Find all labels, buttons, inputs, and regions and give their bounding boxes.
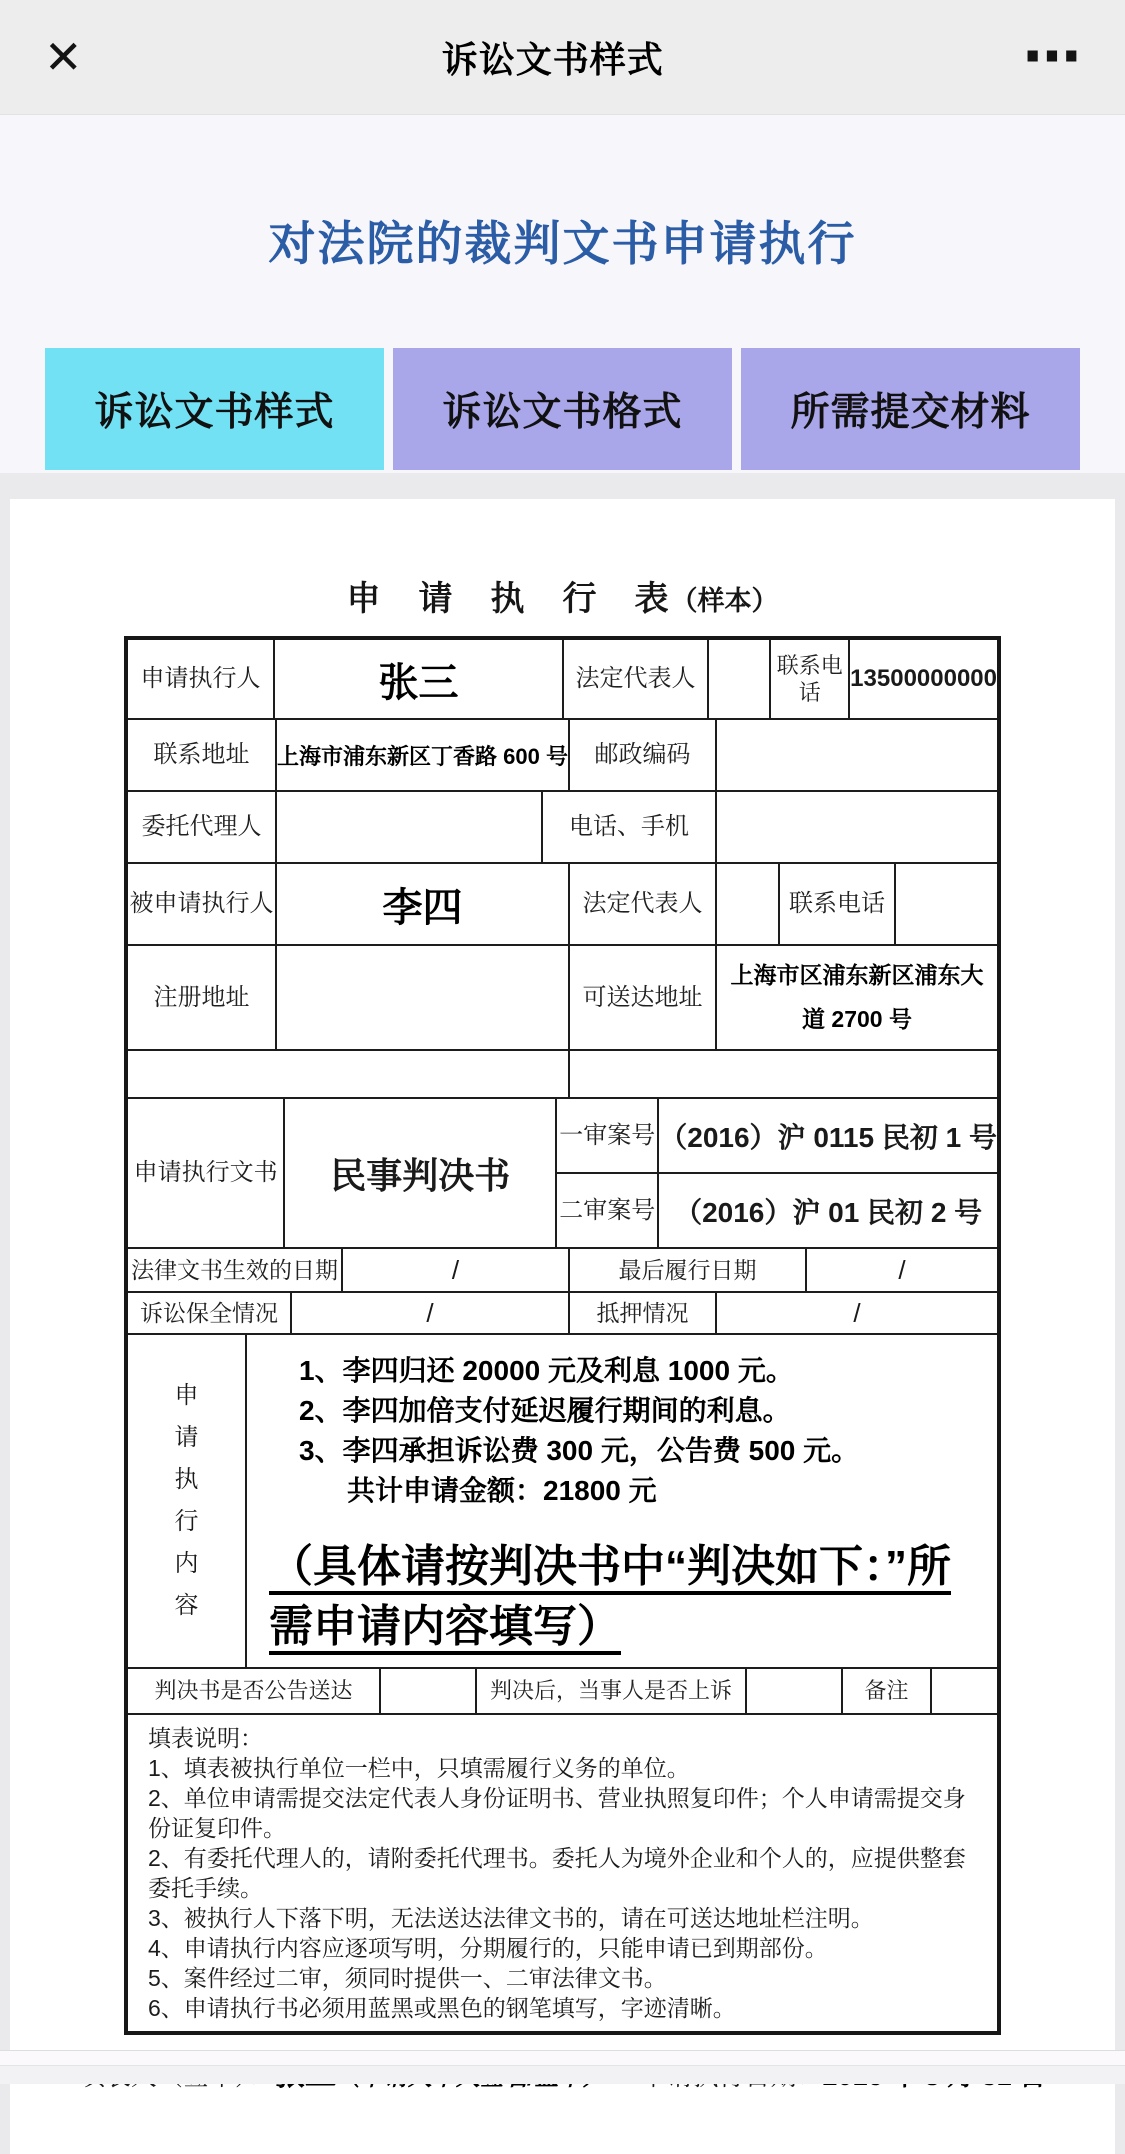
form-title-main: 申 请 执 行 表	[346, 580, 671, 618]
row-registered-address	[128, 944, 997, 1049]
row-execution-content	[128, 1333, 997, 1667]
note-item: 6、申请执行书必须用蓝黑或黑色的钢笔填写，字迹清晰。	[148, 1995, 736, 2021]
mortgage-value: /	[715, 1293, 997, 1333]
legal-rep-value	[707, 640, 769, 718]
tab-document-sample[interactable]: 诉讼文书样式	[45, 348, 384, 470]
execution-document-value: 民事判决书	[283, 1099, 555, 1247]
phone-mobile-value	[715, 792, 997, 862]
header-zone	[0, 115, 1125, 473]
phone-mobile-label: 电话、手机	[541, 792, 715, 862]
remarks-label: 备注	[841, 1669, 930, 1713]
row-notes	[128, 1713, 997, 2031]
appeal-value	[745, 1669, 841, 1713]
first-instance-row	[557, 1099, 997, 1172]
contact-address-value: 上海市浦东新区丁香路 600 号	[275, 720, 568, 790]
execution-content-label	[128, 1335, 245, 1667]
note-item: 2、有委托代理人的，请附委托代理书。委托人为境外企业和个人的，应提供整套委托手续。	[148, 1845, 966, 1901]
first-instance-label: 一审案号	[559, 1121, 656, 1149]
service-address-value: 上海市区浦东新区浦东大道 2700 号	[715, 946, 997, 1049]
respondent-value: 李四	[275, 864, 568, 944]
note-item: 4、申请执行内容应逐项写明，分期履行的，只能申请已到期部份。	[148, 1935, 828, 1961]
respondent-legal-rep-label: 法定代表人	[568, 864, 715, 944]
respondent-phone-value	[894, 864, 997, 944]
second-instance-row	[557, 1172, 997, 1247]
content-item: 1、李四归还 20000 元及利息 1000 元。	[299, 1355, 794, 1386]
row-contact-address	[128, 718, 997, 790]
row-delivery-appeal	[128, 1667, 997, 1713]
effective-date-label: 法律文书生效的日期	[131, 1256, 338, 1283]
last-performance-date-label: 最后履行日期	[568, 1249, 805, 1291]
registered-address-label: 注册地址	[153, 983, 250, 1011]
empty-cell	[568, 1051, 997, 1097]
row-effective-date	[128, 1247, 997, 1291]
respondent-phone-label: 联系电话	[778, 864, 894, 944]
row-agent	[128, 790, 997, 862]
tab-document-format[interactable]: 诉讼文书格式	[393, 348, 732, 470]
close-icon[interactable]: ✕	[44, 31, 83, 83]
empty-cell	[128, 1051, 568, 1097]
note-item: 1、填表被执行单位一栏中，只填需履行义务的单位。	[148, 1755, 690, 1781]
second-instance-label: 二审案号	[559, 1196, 656, 1224]
tab-required-materials[interactable]: 所需提交材料	[741, 348, 1080, 470]
bottom-light-strip	[0, 2050, 1125, 2066]
first-instance-value: （2016）沪 0115 民初 1 号	[657, 1099, 997, 1172]
service-address-label: 可送达地址	[568, 946, 715, 1049]
row-empty	[128, 1049, 997, 1097]
registered-address-value	[275, 946, 568, 1049]
note-item: 5、案件经过二审，须同时提供一、二审法律文书。	[148, 1965, 667, 1991]
bottom-footer-strip	[0, 2066, 1125, 2084]
appeal-label: 判决后，当事人是否上诉	[475, 1669, 745, 1713]
agent-label: 委托代理人	[141, 813, 262, 840]
public-delivery-value	[379, 1669, 475, 1713]
execution-content-label-text: 申请执行内容	[174, 1382, 199, 1619]
document-area	[0, 499, 1125, 2084]
row-applicant	[128, 640, 997, 718]
case-number-stack	[555, 1099, 997, 1247]
preservation-label: 诉讼保全情况	[140, 1299, 278, 1326]
execution-content-value	[245, 1335, 997, 1667]
effective-date-value: /	[341, 1249, 568, 1291]
postal-code-label: 邮政编码	[568, 720, 715, 790]
remarks-value	[930, 1669, 997, 1713]
postal-code-value	[715, 720, 997, 790]
note-item: 2、单位申请需提交法定代表人身份证明书、营业执照复印件；个人申请需提交身份证复印件。	[148, 1785, 966, 1841]
second-instance-value: （2016）沪 01 民初 2 号	[657, 1174, 997, 1247]
preservation-value: /	[290, 1293, 568, 1333]
content-highlight-note: （具体请按判决书中“判决如下：”所需申请内容填写）	[269, 1542, 951, 1651]
more-icon[interactable]: ⋯	[1023, 23, 1081, 89]
public-delivery-label: 判决书是否公告送达	[154, 1678, 353, 1704]
applicant-label: 申请执行人	[140, 665, 261, 692]
row-execution-document	[128, 1097, 997, 1247]
document-card	[10, 499, 1115, 2154]
row-respondent	[128, 862, 997, 944]
contact-phone-label: 联系电话	[769, 640, 848, 718]
form-title	[10, 571, 1115, 620]
application-form-table	[124, 636, 1001, 2035]
respondent-label: 被申请执行人	[129, 890, 274, 917]
notes-title: 填表说明：	[148, 1725, 263, 1751]
execution-document-label: 申请执行文书	[133, 1159, 278, 1186]
content-item: 3、李四承担诉讼费 300 元，公告费 500 元。	[299, 1435, 860, 1466]
respondent-legal-rep-value	[715, 864, 778, 944]
legal-rep-label: 法定代表人	[562, 640, 707, 718]
last-performance-date-value: /	[805, 1249, 997, 1291]
content-item: 2、李四加倍支付延迟履行期间的利息。	[299, 1395, 791, 1426]
contact-address-label: 联系地址	[153, 741, 250, 768]
contact-phone-value: 13500000000	[848, 640, 997, 718]
agent-value	[275, 792, 541, 862]
topbar	[0, 0, 1125, 115]
content-total: 共计申请金额：21800 元	[347, 1475, 657, 1506]
article-title: 对法院的裁判文书申请执行	[268, 217, 857, 270]
notes-cell	[128, 1715, 997, 2031]
form-title-sub: （样本）	[670, 586, 779, 616]
tab-bar	[45, 348, 1080, 470]
applicant-value: 张三	[273, 640, 562, 718]
page-title: 诉讼文书样式	[441, 38, 664, 80]
row-preservation	[128, 1291, 997, 1333]
mortgage-label: 抵押情况	[568, 1293, 715, 1333]
note-item: 3、被执行人下落下明，无法送达法律文书的，请在可送达地址栏注明。	[148, 1905, 874, 1931]
